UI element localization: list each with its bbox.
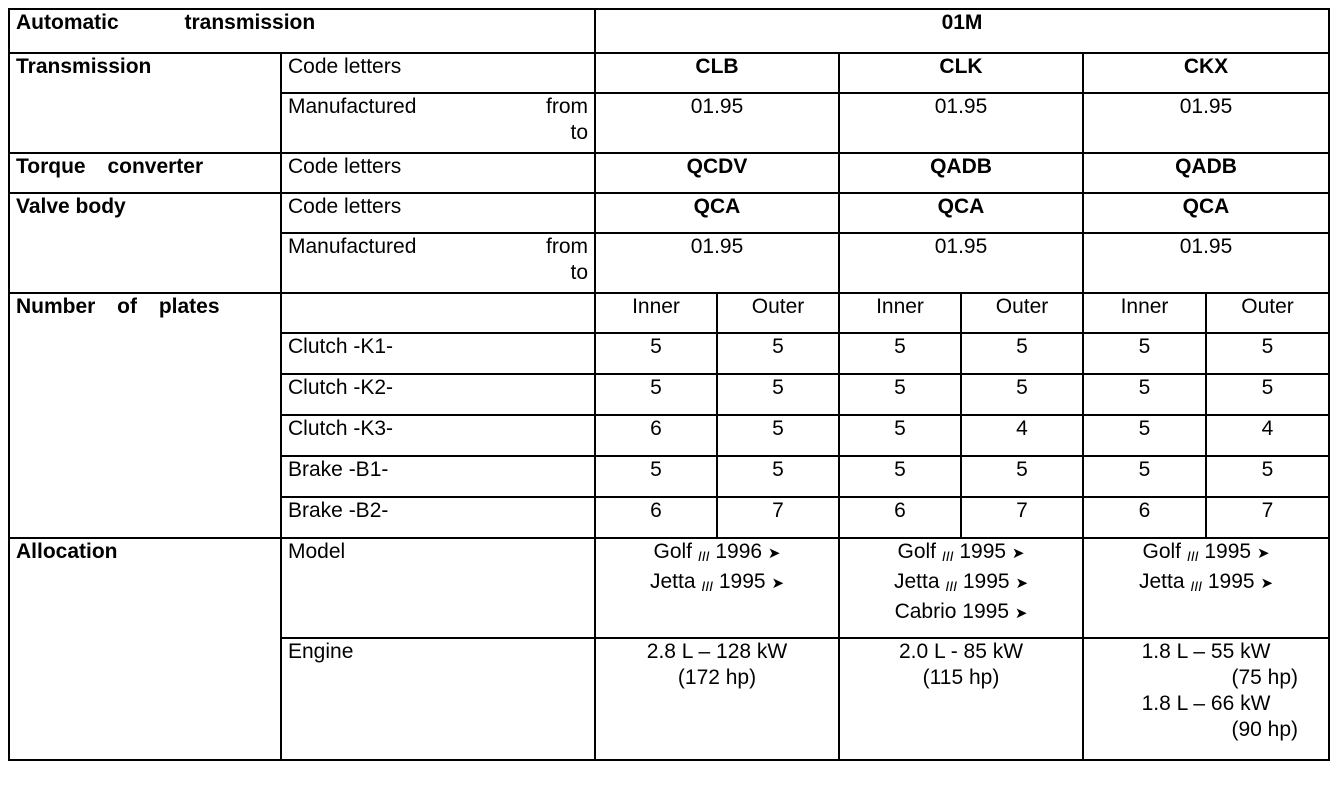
plates-blank xyxy=(281,293,595,333)
model-line xyxy=(1090,569,1322,599)
arrow-right-icon: ➤ xyxy=(1260,575,1274,592)
arrow-right-icon: ➤ xyxy=(1014,605,1028,622)
plate-count: 5 xyxy=(839,374,961,415)
manufactured-date: 01.95 xyxy=(1083,93,1329,153)
model-name: Jetta xyxy=(1138,570,1191,593)
transmission-label: Transmission xyxy=(9,53,281,153)
plate-count: 5 xyxy=(1083,333,1206,374)
plate-count: 5 xyxy=(839,415,961,456)
valve-body-manufactured-cell xyxy=(281,233,595,293)
manufactured-date: 01.95 xyxy=(595,93,839,153)
outer-label: Outer xyxy=(1206,293,1329,333)
model-line xyxy=(1090,539,1322,569)
plates-row-name: Clutch -K1- xyxy=(281,333,595,374)
plate-count: 5 xyxy=(717,333,839,374)
arrow-right-icon: ➤ xyxy=(767,545,781,562)
allocation-label: Allocation xyxy=(9,538,281,760)
manufactured-date: 01.95 xyxy=(595,233,839,293)
model-name: Golf xyxy=(897,540,942,563)
engine-cell xyxy=(839,638,1083,760)
plates-row-name: Clutch -K2- xyxy=(281,374,595,415)
plate-count: 4 xyxy=(1206,415,1329,456)
model-line xyxy=(602,569,832,599)
plate-count: 6 xyxy=(1083,497,1206,538)
plate-count: 6 xyxy=(595,415,717,456)
plate-count: 7 xyxy=(1206,497,1329,538)
plate-count: 5 xyxy=(717,456,839,497)
plate-count: 5 xyxy=(839,333,961,374)
engine-line: (115 hp) xyxy=(922,666,1000,689)
plate-count: 5 xyxy=(595,374,717,415)
plate-count: 4 xyxy=(961,415,1083,456)
header-code: 01M xyxy=(595,9,1329,53)
torque-converter-code: QCDV xyxy=(595,153,839,193)
plate-count: 5 xyxy=(595,456,717,497)
valve-body-code: QCA xyxy=(595,193,839,233)
model-name: Golf xyxy=(653,540,698,563)
model-generation: III xyxy=(701,578,714,594)
plate-count: 5 xyxy=(839,456,961,497)
outer-label: Outer xyxy=(961,293,1083,333)
plates-label: Number of plates xyxy=(9,293,281,538)
model-cell xyxy=(595,538,839,638)
plate-count: 5 xyxy=(1083,374,1206,415)
torque-converter-code: QADB xyxy=(839,153,1083,193)
plate-count: 5 xyxy=(961,456,1083,497)
torque-converter-row xyxy=(9,153,1329,193)
model-generation: III xyxy=(1190,578,1203,594)
engine-line: (172 hp) xyxy=(677,666,757,689)
model-generation: III xyxy=(697,548,710,564)
manufactured-label: Manufactured xyxy=(288,235,417,258)
plate-count: 5 xyxy=(1206,374,1329,415)
engine-line: 1.8 L – 66 kW xyxy=(1141,692,1271,715)
engine-cell xyxy=(1083,638,1329,760)
torque-converter-code: QADB xyxy=(1083,153,1329,193)
to-label: to xyxy=(570,121,588,144)
model-name: Jetta xyxy=(649,570,702,593)
engine-line: 2.8 L – 128 kW xyxy=(646,640,788,663)
inner-label: Inner xyxy=(1083,293,1206,333)
transmission-manufactured-cell xyxy=(281,93,595,153)
model-year: 1995 xyxy=(718,570,772,593)
plate-count: 5 xyxy=(1083,456,1206,497)
from-label: from xyxy=(546,235,588,258)
transmission-code-row xyxy=(9,53,1329,93)
model-line xyxy=(846,539,1076,569)
allocation-model-row xyxy=(9,538,1329,638)
model-line xyxy=(846,599,1076,627)
engine-line: 1.8 L – 55 kW xyxy=(1141,640,1271,663)
plate-count: 6 xyxy=(595,497,717,538)
transmission-code-letters-label: Code letters xyxy=(281,53,595,93)
model-generation: III xyxy=(941,548,954,564)
plates-row-name: Brake -B1- xyxy=(281,456,595,497)
plate-count: 5 xyxy=(717,415,839,456)
model-year: 1995 xyxy=(959,540,1012,563)
valve-body-code-letters-label: Code letters xyxy=(281,193,595,233)
model-year: 1995 xyxy=(962,570,1016,593)
spec-sheet xyxy=(8,8,1328,798)
header-row xyxy=(9,9,1329,53)
plate-count: 5 xyxy=(1083,415,1206,456)
manufactured-date: 01.95 xyxy=(1083,233,1329,293)
plate-count: 5 xyxy=(717,374,839,415)
transmission-code: CLK xyxy=(839,53,1083,93)
model-name: Cabrio xyxy=(894,600,963,623)
plate-count: 5 xyxy=(961,333,1083,374)
model-year: 1996 xyxy=(715,540,768,563)
plate-count: 6 xyxy=(839,497,961,538)
header-title: Automatic transmission xyxy=(9,9,595,53)
transmission-spec-table xyxy=(8,8,1330,761)
plates-header-row xyxy=(9,293,1329,333)
plate-count: 5 xyxy=(1206,333,1329,374)
arrow-right-icon: ➤ xyxy=(1011,545,1025,562)
model-cell xyxy=(1083,538,1329,638)
torque-converter-label: Torque converter xyxy=(9,153,281,193)
transmission-code: CKX xyxy=(1083,53,1329,93)
model-name: Jetta xyxy=(893,570,946,593)
manufactured-date: 01.95 xyxy=(839,93,1083,153)
engine-line: (75 hp) xyxy=(1231,666,1299,689)
plate-count: 5 xyxy=(961,374,1083,415)
arrow-right-icon: ➤ xyxy=(771,575,785,592)
model-label: Model xyxy=(281,538,595,638)
outer-label: Outer xyxy=(717,293,839,333)
plate-count: 5 xyxy=(595,333,717,374)
engine-line: (90 hp) xyxy=(1231,718,1299,741)
model-line xyxy=(846,569,1076,599)
transmission-code: CLB xyxy=(595,53,839,93)
engine-line: 2.0 L - 85 kW xyxy=(898,640,1024,663)
model-year: 1995 xyxy=(1207,570,1261,593)
model-year: 1995 xyxy=(962,600,1015,623)
torque-converter-code-letters-label: Code letters xyxy=(281,153,595,193)
model-year: 1995 xyxy=(1204,540,1257,563)
model-generation: III xyxy=(945,578,958,594)
model-name: Golf xyxy=(1142,540,1187,563)
inner-label: Inner xyxy=(595,293,717,333)
plates-row-name: Brake -B2- xyxy=(281,497,595,538)
model-cell xyxy=(839,538,1083,638)
valve-body-code: QCA xyxy=(1083,193,1329,233)
plate-count: 7 xyxy=(961,497,1083,538)
valve-body-label: Valve body xyxy=(9,193,281,293)
inner-label: Inner xyxy=(839,293,961,333)
model-line xyxy=(602,539,832,569)
arrow-right-icon: ➤ xyxy=(1256,545,1270,562)
valve-body-code-row xyxy=(9,193,1329,233)
model-generation: III xyxy=(1186,548,1199,564)
plates-row-name: Clutch -K3- xyxy=(281,415,595,456)
valve-body-code: QCA xyxy=(839,193,1083,233)
plate-count: 5 xyxy=(1206,456,1329,497)
from-label: from xyxy=(546,95,588,118)
to-label: to xyxy=(570,261,588,284)
plate-count: 7 xyxy=(717,497,839,538)
manufactured-label: Manufactured xyxy=(288,95,417,118)
engine-label: Engine xyxy=(281,638,595,760)
arrow-right-icon: ➤ xyxy=(1015,575,1029,592)
manufactured-date: 01.95 xyxy=(839,233,1083,293)
engine-cell xyxy=(595,638,839,760)
